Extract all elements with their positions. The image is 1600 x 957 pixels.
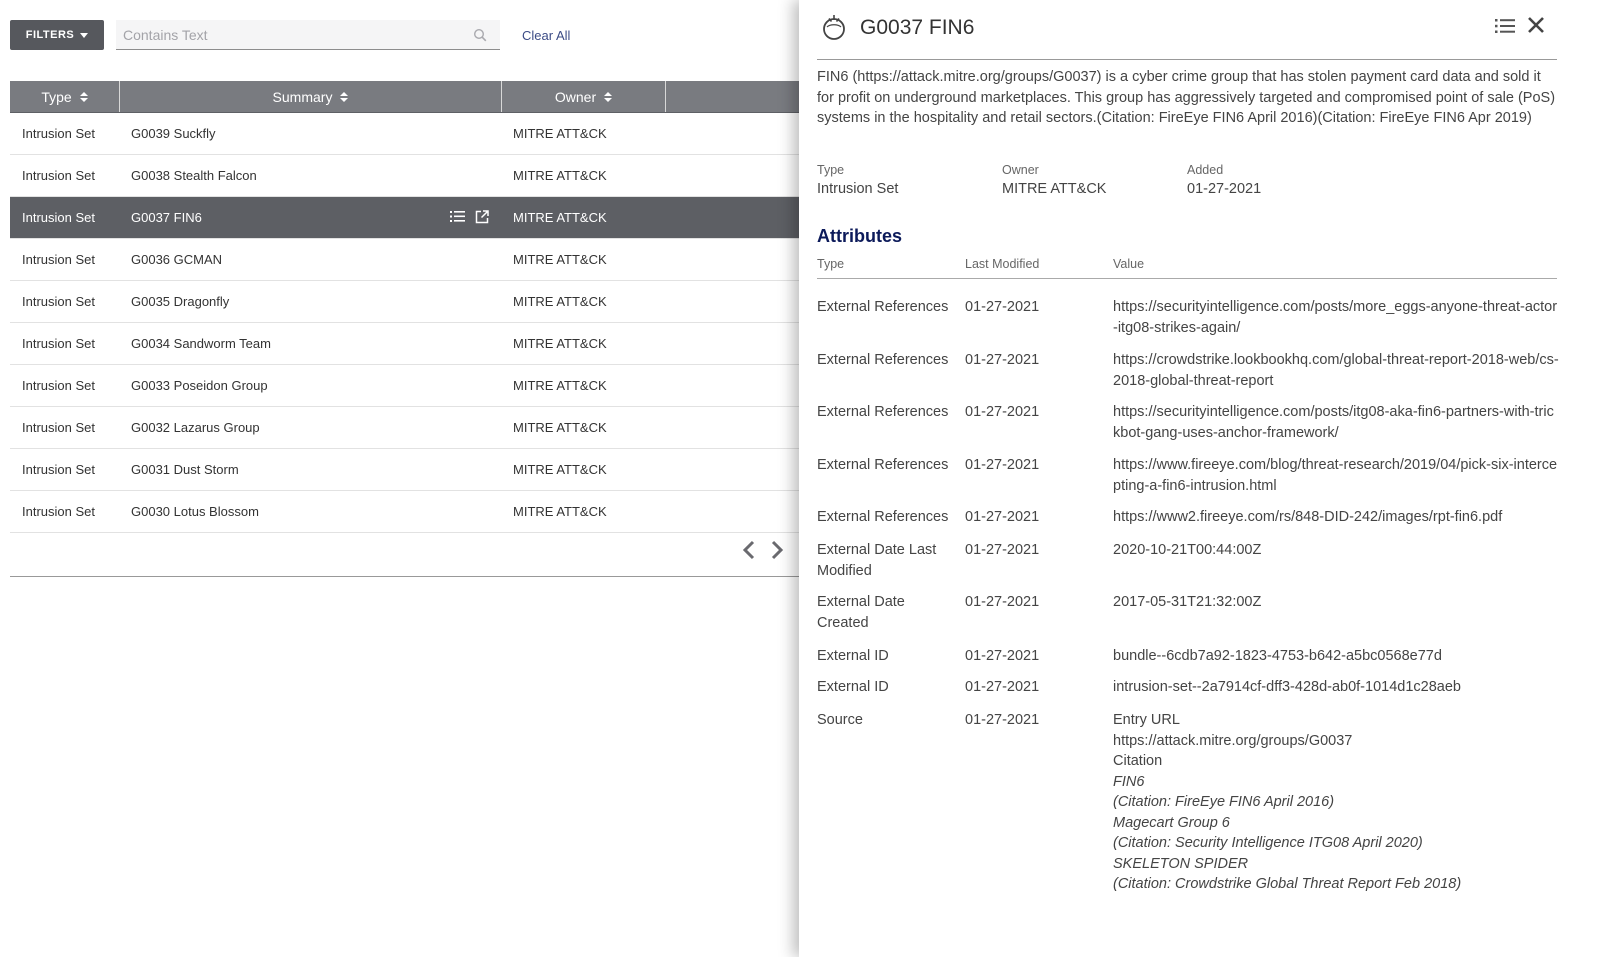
attr-value: https://securityintelligence.com/posts/more_eggs-anyone-threat-actor-itg08-strikes-again/ — [1113, 299, 1558, 336]
entry-url-label: Entry URL — [1113, 712, 1180, 728]
cell-owner: MITRE ATT&CK — [513, 336, 607, 351]
attr-modified: 01-27-2021 — [965, 457, 1040, 473]
attr-type: External References — [817, 404, 949, 420]
meta-added-label: Added — [1187, 163, 1224, 177]
cell-summary: G0036 GCMAN — [131, 252, 223, 267]
cell-summary: G0039 Suckfly — [131, 126, 216, 141]
cell-summary: G0038 Stealth Falcon — [131, 168, 257, 183]
attr-col-modified: Last Modified — [965, 257, 1040, 271]
meta-type — [817, 163, 898, 197]
cell-owner: MITRE ATT&CK — [513, 294, 607, 309]
table-row[interactable] — [10, 239, 810, 281]
attr-modified: 01-27-2021 — [965, 542, 1040, 558]
cell-owner: MITRE ATT&CK — [513, 126, 607, 141]
citation-line: (Citation: Crowdstrike Global Threat Report Feb 2018) — [1113, 876, 1462, 892]
search-icon[interactable] — [473, 28, 487, 42]
table-row[interactable] — [10, 491, 810, 533]
cell-type: Intrusion Set — [22, 126, 95, 141]
entry-url-link[interactable]: https://attack.mitre.org/groups/G0037 — [1113, 732, 1353, 749]
list-details-icon[interactable] — [450, 210, 465, 223]
table-row[interactable] — [10, 449, 810, 491]
attr-value-source — [1113, 710, 1559, 895]
attr-type: External References — [817, 509, 949, 525]
cell-owner: MITRE ATT&CK — [513, 168, 607, 183]
attr-modified: 01-27-2021 — [965, 404, 1040, 420]
meta-owner-value: MITRE ATT&CK — [1002, 181, 1107, 197]
column-label: Type — [41, 88, 72, 105]
cell-owner: MITRE ATT&CK — [513, 504, 607, 519]
attr-modified: 01-27-2021 — [965, 299, 1040, 315]
citation-line: (Citation: FireEye FIN6 April 2016) — [1113, 794, 1335, 810]
attr-type: Source — [817, 712, 863, 728]
search-input[interactable] — [116, 20, 463, 49]
meta-owner — [1002, 163, 1106, 197]
table-row[interactable] — [10, 281, 810, 323]
cell-summary: G0037 FIN6 — [131, 210, 202, 225]
attr-type: External References — [817, 299, 949, 315]
citation-line: SKELETON SPIDER — [1113, 855, 1249, 872]
attr-modified: 01-27-2021 — [965, 679, 1040, 695]
cell-owner: MITRE ATT&CK — [513, 420, 607, 435]
table-row[interactable] — [10, 407, 810, 449]
meta-added — [1187, 163, 1261, 197]
table-row[interactable] — [10, 113, 810, 155]
citation-line: (Citation: Security Intelligence ITG08 April 2020) — [1113, 835, 1423, 851]
column-header-owner[interactable] — [502, 81, 666, 112]
attr-type: External Date Last Modified — [817, 542, 937, 579]
attr-type: External ID — [817, 648, 889, 664]
prev-page-icon[interactable] — [742, 540, 756, 565]
cell-summary: G0035 Dragonfly — [131, 294, 230, 309]
cell-type: Intrusion Set — [22, 210, 95, 225]
attr-value: https://www2.fireeye.com/rs/848-DID-242/images/rpt-fin6.pdf — [1113, 509, 1503, 525]
meta-type-label: Type — [817, 163, 845, 177]
divider — [817, 59, 1557, 60]
results-table — [10, 81, 810, 533]
cell-owner: MITRE ATT&CK — [513, 462, 607, 477]
cell-type: Intrusion Set — [22, 378, 95, 393]
attr-value: https://securityintelligence.com/posts/itg08-aka-fin6-partners-with-trickbot-gang-uses-anchor-framework/ — [1113, 404, 1554, 441]
attributes-heading: Attributes — [817, 226, 902, 246]
cell-summary: G0033 Poseidon Group — [131, 378, 268, 393]
citation-label: Citation — [1113, 753, 1163, 769]
cell-summary: G0031 Dust Storm — [131, 462, 239, 477]
cell-type: Intrusion Set — [22, 504, 95, 519]
cell-type: Intrusion Set — [22, 252, 95, 267]
attr-value: https://www.fireeye.com/blog/threat-research/2019/04/pick-six-intercepting-a-fin6-intrusion.html — [1113, 457, 1558, 494]
cell-summary: G0030 Lotus Blossom — [131, 504, 259, 519]
attributes-header — [817, 255, 1557, 279]
cell-type: Intrusion Set — [22, 336, 95, 351]
attr-modified: 01-27-2021 — [965, 594, 1040, 610]
column-header-type[interactable] — [10, 81, 120, 112]
meta-type-value: Intrusion Set — [817, 181, 899, 197]
citation-line: FIN6 — [1113, 773, 1145, 790]
cell-type: Intrusion Set — [22, 420, 95, 435]
attr-modified: 01-27-2021 — [965, 712, 1040, 728]
attr-value: 2017-05-31T21:32:00Z — [1113, 594, 1262, 610]
cell-type: Intrusion Set — [22, 294, 95, 309]
column-header-summary[interactable] — [120, 81, 502, 112]
row-actions — [450, 210, 489, 224]
cell-summary: G0034 Sandworm Team — [131, 336, 271, 351]
cell-summary: G0032 Lazarus Group — [131, 420, 260, 435]
table-row-selected[interactable] — [10, 197, 810, 239]
cell-type: Intrusion Set — [22, 462, 95, 477]
filters-button[interactable] — [10, 20, 104, 50]
attr-value: bundle--6cdb7a92-1823-4753-b642-a5bc0568e77d — [1113, 648, 1442, 664]
menu-list-icon[interactable] — [1495, 18, 1515, 34]
attr-type: External Date Created — [817, 594, 905, 631]
attr-value: https://crowdstrike.lookbookhq.com/global-threat-report-2018-web/cs-2018-global-threat-report — [1113, 352, 1559, 389]
sort-icon — [604, 92, 612, 102]
table-row[interactable] — [10, 323, 810, 365]
attr-col-type: Type — [817, 257, 845, 271]
cell-owner: MITRE ATT&CK — [513, 252, 607, 267]
caret-down-icon — [80, 33, 88, 38]
pagination — [742, 540, 784, 565]
attr-type: External References — [817, 352, 949, 368]
detail-panel — [799, 0, 1600, 957]
citation-line: Magecart Group 6 — [1113, 814, 1230, 831]
intrusion-set-icon — [821, 12, 847, 42]
table-row[interactable] — [10, 365, 810, 407]
close-icon[interactable] — [1527, 16, 1545, 34]
toolbar — [10, 20, 810, 52]
meta-added-value: 01-27-2021 — [1187, 181, 1262, 197]
cell-type: Intrusion Set — [22, 168, 95, 183]
attr-col-value: Value — [1113, 257, 1145, 271]
sort-icon — [340, 92, 348, 102]
open-external-icon[interactable] — [475, 210, 489, 224]
cell-owner: MITRE ATT&CK — [513, 210, 607, 225]
panel-header — [817, 10, 1577, 50]
attr-modified: 01-27-2021 — [965, 509, 1040, 525]
next-page-icon[interactable] — [770, 540, 784, 565]
column-label: Summary — [272, 88, 333, 105]
table-header — [10, 81, 810, 113]
search-box — [116, 20, 500, 50]
cell-owner: MITRE ATT&CK — [513, 378, 607, 393]
divider — [10, 576, 810, 577]
attr-value: intrusion-set--2a7914cf-dff3-428d-ab0f-1014d1c28aeb — [1113, 679, 1461, 695]
panel-title: G0037 FIN6 — [860, 16, 975, 39]
clear-all-link[interactable]: Clear All — [522, 28, 571, 43]
description-text: FIN6 (https://attack.mitre.org/groups/G0037) is a cyber crime group that has stolen payment card data and sold it for profit on underground marketplaces. This group has aggressively targeted and compromised point of sale (PoS) systems in the hospitality and retail sectors.(Citation: FireEye FIN6 April 2016)(Citation: FireEye FIN6 Apr 2019) — [817, 69, 1556, 126]
attr-modified: 01-27-2021 — [965, 648, 1040, 664]
attr-modified: 01-27-2021 — [965, 352, 1040, 368]
filters-label: FILTERS — [25, 29, 75, 41]
sort-icon — [80, 92, 88, 102]
meta-owner-label: Owner — [1002, 163, 1039, 177]
column-label: Owner — [554, 88, 597, 105]
attr-type: External References — [817, 457, 949, 473]
column-header-extra — [666, 81, 810, 112]
attr-type: External ID — [817, 679, 889, 695]
table-row[interactable] — [10, 155, 810, 197]
attr-value: 2020-10-21T00:44:00Z — [1113, 542, 1262, 558]
